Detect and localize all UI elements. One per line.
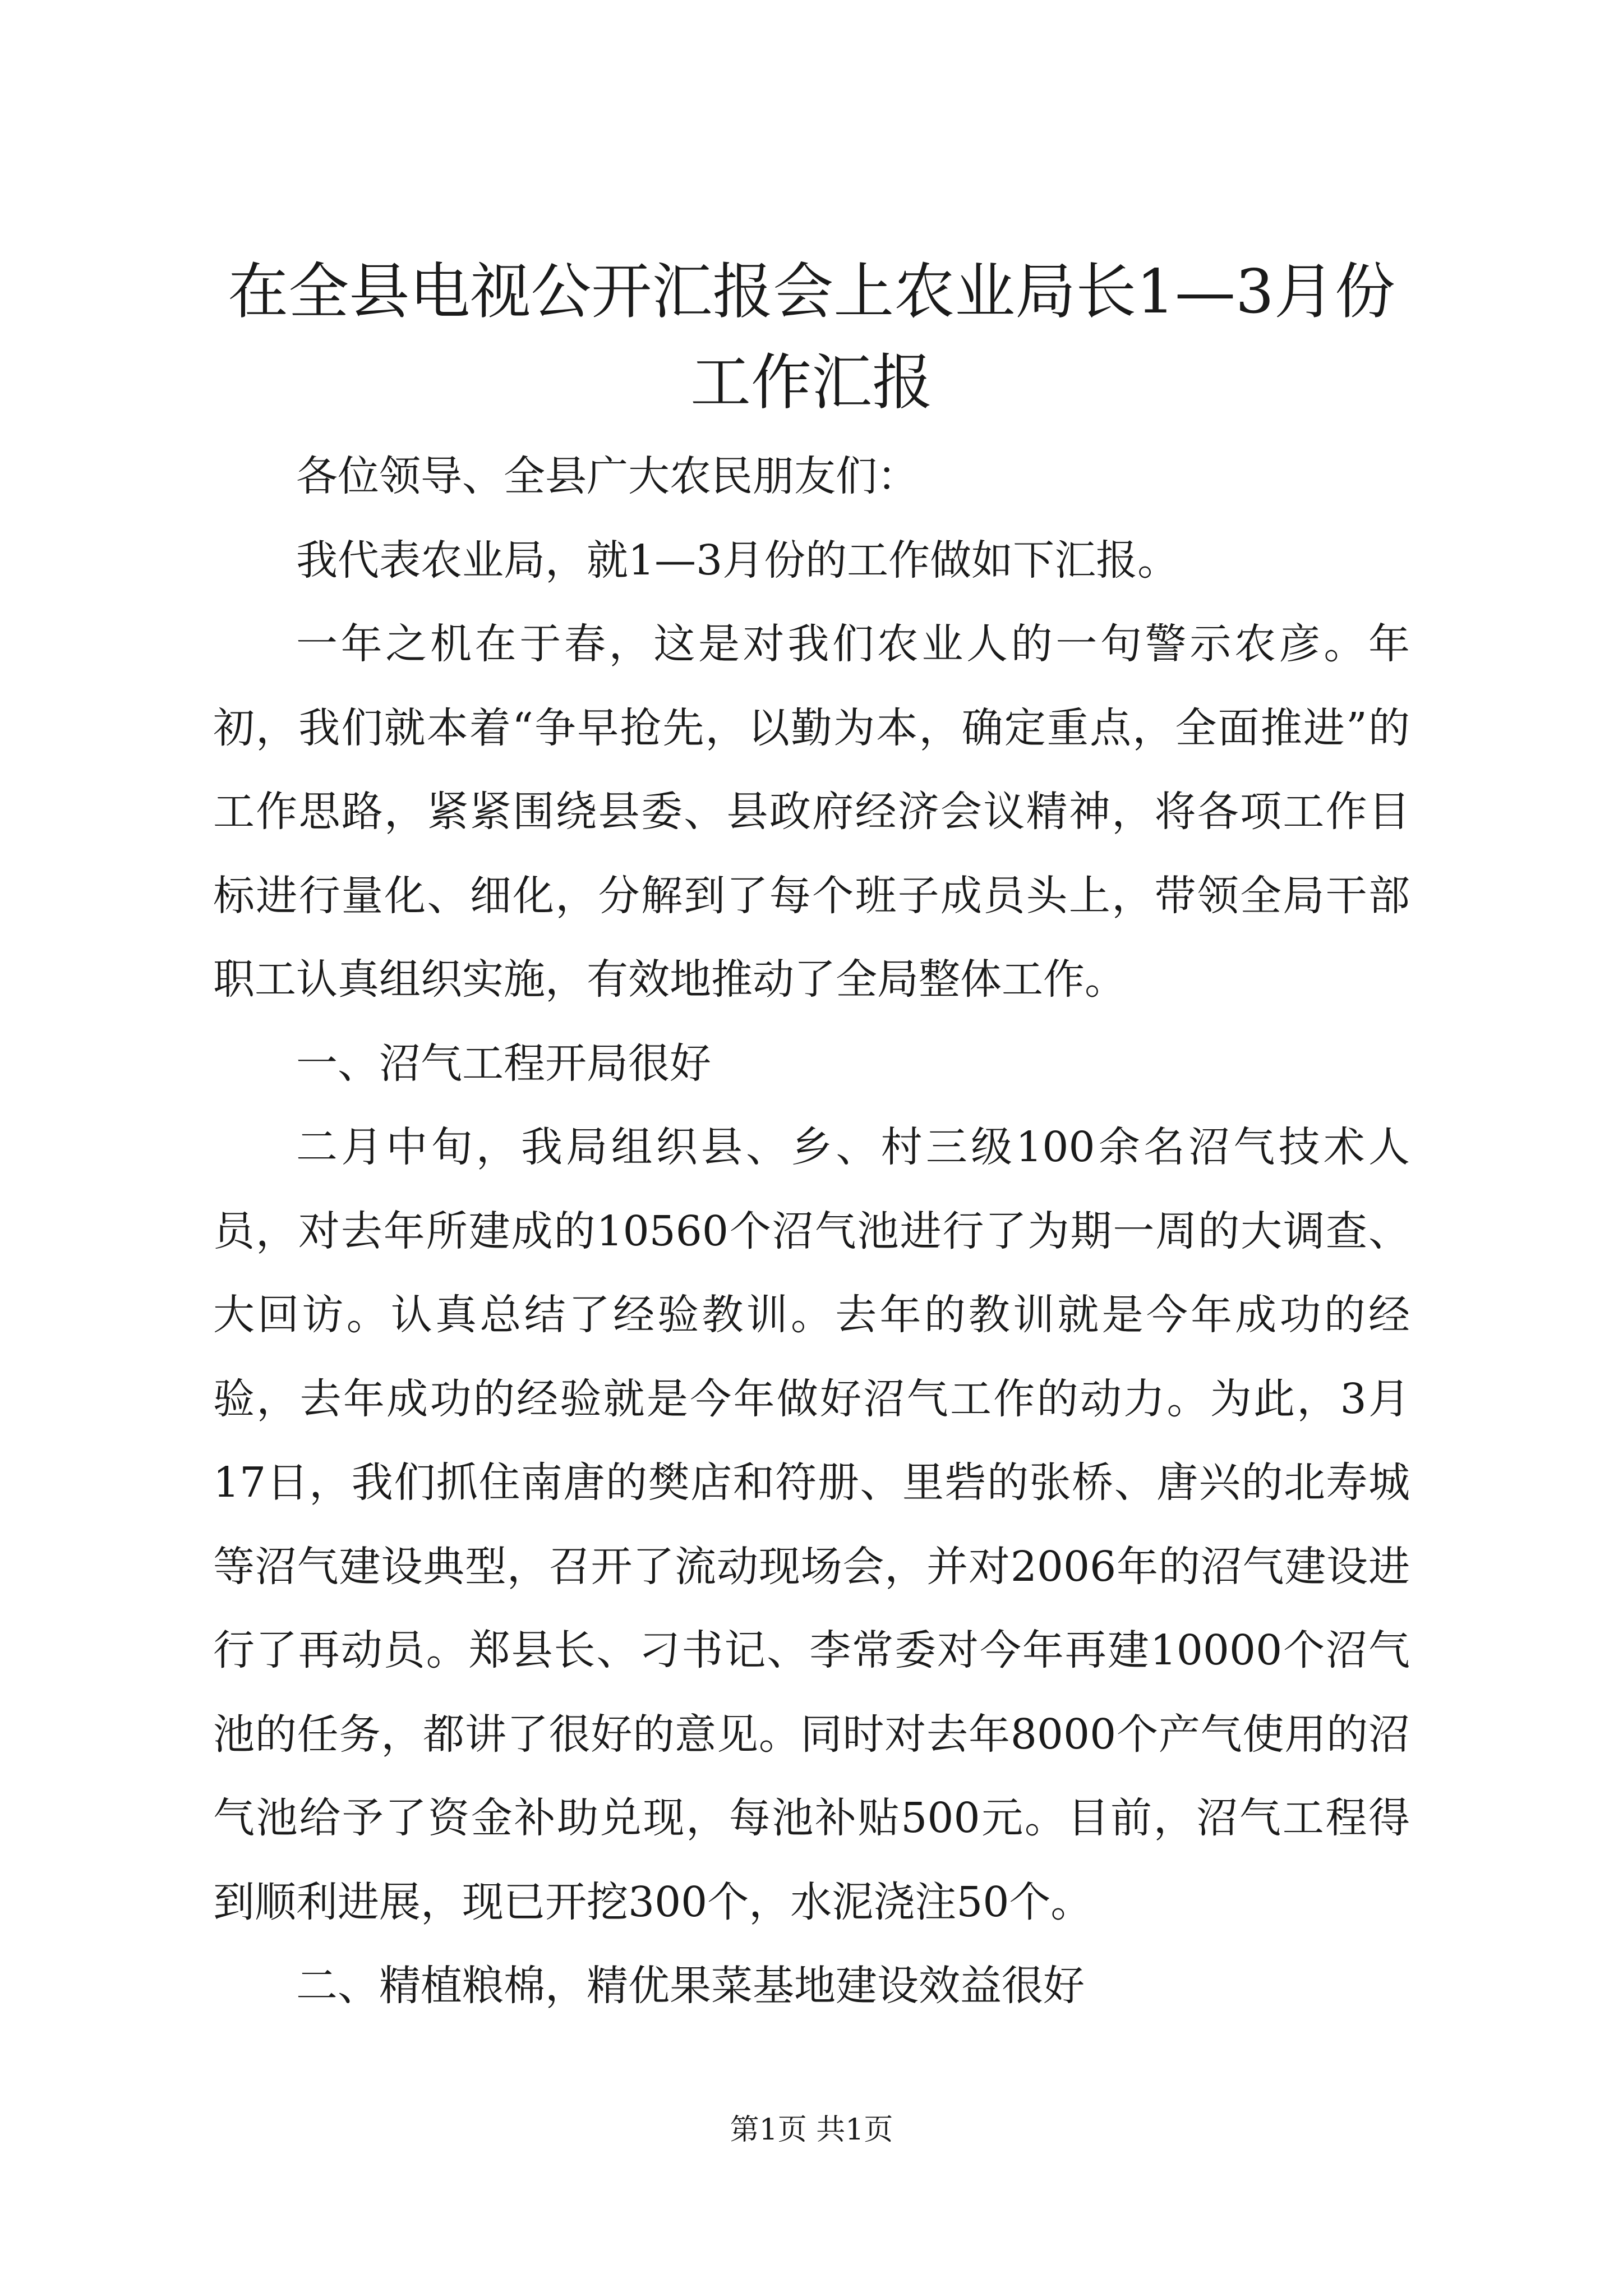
salutation-paragraph: 各位领导、全县广大农民朋友们：: [296, 452, 919, 500]
section-heading-1: 一、沼气工程开局很好: [296, 1039, 711, 1088]
intro-paragraph: 我代表农业局，就1—3月份的工作做如下汇报。: [296, 536, 1179, 585]
page-footer: 第1页 共1页: [730, 2113, 893, 2147]
biogas-paragraph: 二月中旬，我局组织县、乡、村三级100余名沼气技术人员，对去年所建成的10560个沼气池进行了为期一周的大调查、大回访。认真总结了经验教训。去年的教训就是今年成功的经验，去年成功的经验就是今年做好沼气工作的动力。为此，3月17日，我们抓住南唐的樊店和符册、里砦的张桥、唐兴的北寿城等沼气建设典型，召开了流动现场会，并对2006年的沼气建设进行了再动员。郑县长、刁书记、李常委对今年再建10000个沼气池的任务，都讲了很好的意见。同时对去年8000个产气使用的沼气池给予了资金补助兑现，每池补贴500元。目前，沼气工程得到顺利进展，现已开挖300个，水泥浇注50个。: [213, 1123, 1410, 1926]
document-body: [213, 435, 1410, 2028]
overview-paragraph: 一年之机在于春，这是对我们农业人的一句警示农彦。年初，我们就本着“争早抢先，以勤为本，确定重点，全面推进”的工作思路，紧紧围绕县委、县政府经济会议精神，将各项工作目标进行量化、细化，分解到了每个班子成员头上，带领全局干部职工认真组织实施，有效地推动了全局整体工作。: [213, 620, 1410, 1004]
section-heading-2: 二、精植粮棉，精优果菜基地建设效益很好: [296, 1962, 1085, 2010]
document-title: 在全县电视公开汇报会上农业局长1—3月份工作汇报: [228, 257, 1395, 418]
